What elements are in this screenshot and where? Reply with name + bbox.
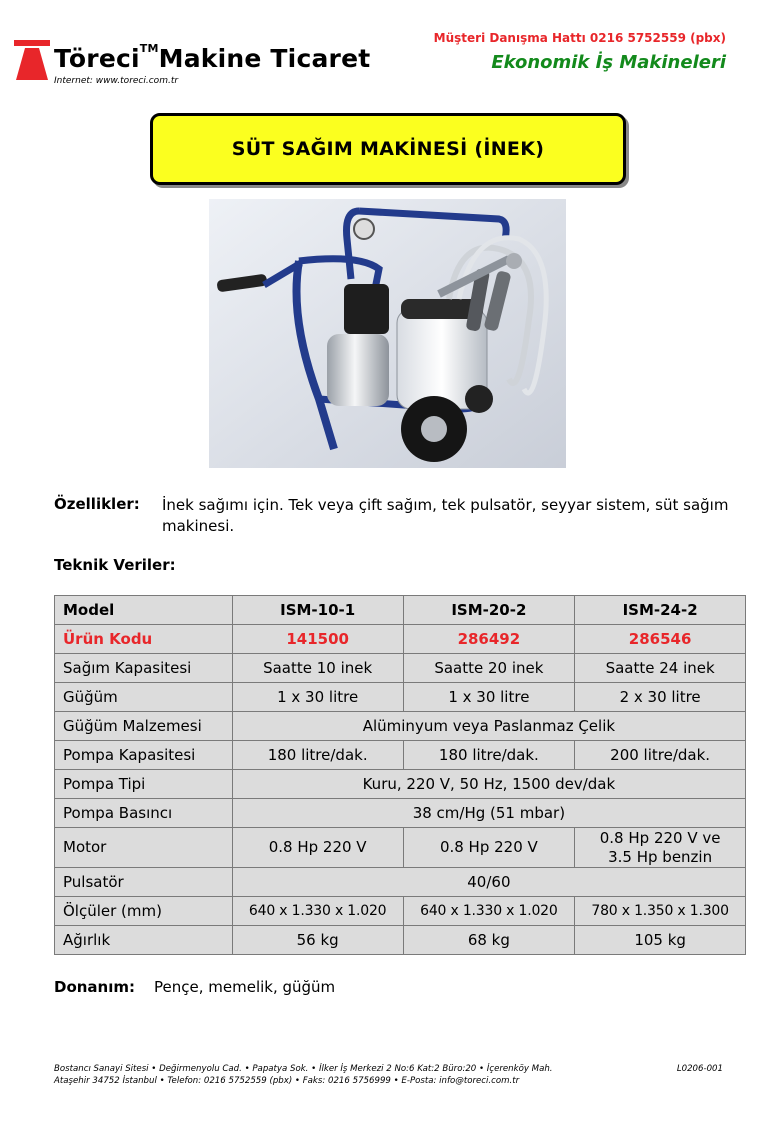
motor-line-1: 0.8 Hp 220 V ve: [599, 828, 721, 847]
table-row-pump-pressure: [55, 799, 746, 828]
cell-model-3: ISM-24-2: [575, 596, 746, 625]
product-title: SÜT SAĞIM MAKİNESİ (İNEK): [231, 138, 545, 160]
table-row-weight: [55, 926, 746, 955]
cell-value: [575, 828, 746, 868]
cell-label: Motor: [55, 828, 233, 868]
table-row-dimensions: [55, 897, 746, 926]
table-row-model: [55, 596, 746, 625]
features-text: İnek sağımı için. Tek veya çift sağım, tek pulsatör, seyyar sistem, süt sağım makinesi.: [162, 496, 729, 535]
cell-label: Ağırlık: [55, 926, 233, 955]
brand-name: Töreci™Makine Ticaret: [54, 42, 371, 73]
motor-line-2: 3.5 Hp benzin: [608, 847, 713, 866]
cell-label: Güğüm Malzemesi: [55, 712, 233, 741]
cell-value: Saatte 20 inek: [403, 654, 575, 683]
cell-label: Güğüm: [55, 683, 233, 712]
table-row-bucket: [55, 683, 746, 712]
company-slogan: Ekonomik İş Makineleri: [491, 52, 726, 73]
cell-value: 68 kg: [403, 926, 575, 955]
document-reference: L0206-001: [676, 1064, 723, 1074]
cell-label: Ölçüler (mm): [55, 897, 233, 926]
cell-label: Pompa Tipi: [55, 770, 233, 799]
table-row-bucket-material: [55, 712, 746, 741]
cell-label: Pompa Basıncı: [55, 799, 233, 828]
cell-code-1: 141500: [232, 625, 403, 654]
cell-value: 1 x 30 litre: [232, 683, 403, 712]
footer-address-line-1: Bostancı Sanayi Sitesi • Değirmenyolu Cad. • Papatya Sok. • İlker İş Merkezi 2 No:6 Kat:2 Büro:20 • İçerenköy Mah.: [54, 1064, 553, 1074]
product-title-box: [150, 113, 626, 185]
spec-table: [54, 595, 746, 955]
cell-value: 180 litre/dak.: [403, 741, 575, 770]
cell-value: 40/60: [232, 868, 745, 897]
customer-hotline: Müşteri Danışma Hattı 0216 5752559 (pbx): [433, 31, 726, 45]
cell-value: 0.8 Hp 220 V: [403, 828, 575, 868]
cell-value: 38 cm/Hg (51 mbar): [232, 799, 745, 828]
cell-value: Saatte 24 inek: [575, 654, 746, 683]
equipment-text: Pençe, memelik, güğüm: [154, 978, 336, 996]
cell-value: 780 x 1.350 x 1.300: [575, 897, 746, 926]
cell-value: 1 x 30 litre: [403, 683, 575, 712]
cell-label: Pompa Kapasitesi: [55, 741, 233, 770]
footer-address-line-2: Ataşehir 34752 İstanbul • Telefon: 0216 5752559 (pbx) • Faks: 0216 5756999 • E-Posta: info@toreci.com.tr: [54, 1076, 520, 1086]
cell-code-3: 286546: [575, 625, 746, 654]
cell-label: Sağım Kapasitesi: [55, 654, 233, 683]
cell-code-2: 286492: [403, 625, 575, 654]
cell-value: Kuru, 220 V, 50 Hz, 1500 dev/dak: [232, 770, 745, 799]
cell-value: Saatte 10 inek: [232, 654, 403, 683]
table-row-capacity: [55, 654, 746, 683]
table-row-pump-type: [55, 770, 746, 799]
cell-value: 640 x 1.330 x 1.020: [403, 897, 575, 926]
company-logo-icon: [14, 40, 50, 80]
cell-value: Alüminyum veya Paslanmaz Çelik: [232, 712, 745, 741]
technical-data-heading: Teknik Veriler:: [54, 556, 176, 574]
cell-value: 0.8 Hp 220 V: [232, 828, 403, 868]
cell-value: 2 x 30 litre: [575, 683, 746, 712]
table-row-pulsator: [55, 868, 746, 897]
equipment-label: Donanım:: [54, 978, 136, 996]
features-label: Özellikler:: [54, 495, 140, 513]
cell-value: 105 kg: [575, 926, 746, 955]
cell-value: 180 litre/dak.: [232, 741, 403, 770]
table-row-pump-capacity: [55, 741, 746, 770]
cell-value: 640 x 1.330 x 1.020: [232, 897, 403, 926]
cell-model-2: ISM-20-2: [403, 596, 575, 625]
table-row-motor: [55, 828, 746, 868]
cell-model-1: ISM-10-1: [232, 596, 403, 625]
cell-value: 200 litre/dak.: [575, 741, 746, 770]
milking-machine-photo: [209, 199, 566, 468]
cell-label: Model: [55, 596, 233, 625]
cell-label: Ürün Kodu: [55, 625, 233, 654]
table-row-product-code: [55, 625, 746, 654]
cell-label: Pulsatör: [55, 868, 233, 897]
internet-address: Internet: www.toreci.com.tr: [54, 76, 179, 86]
cell-value: 56 kg: [232, 926, 403, 955]
